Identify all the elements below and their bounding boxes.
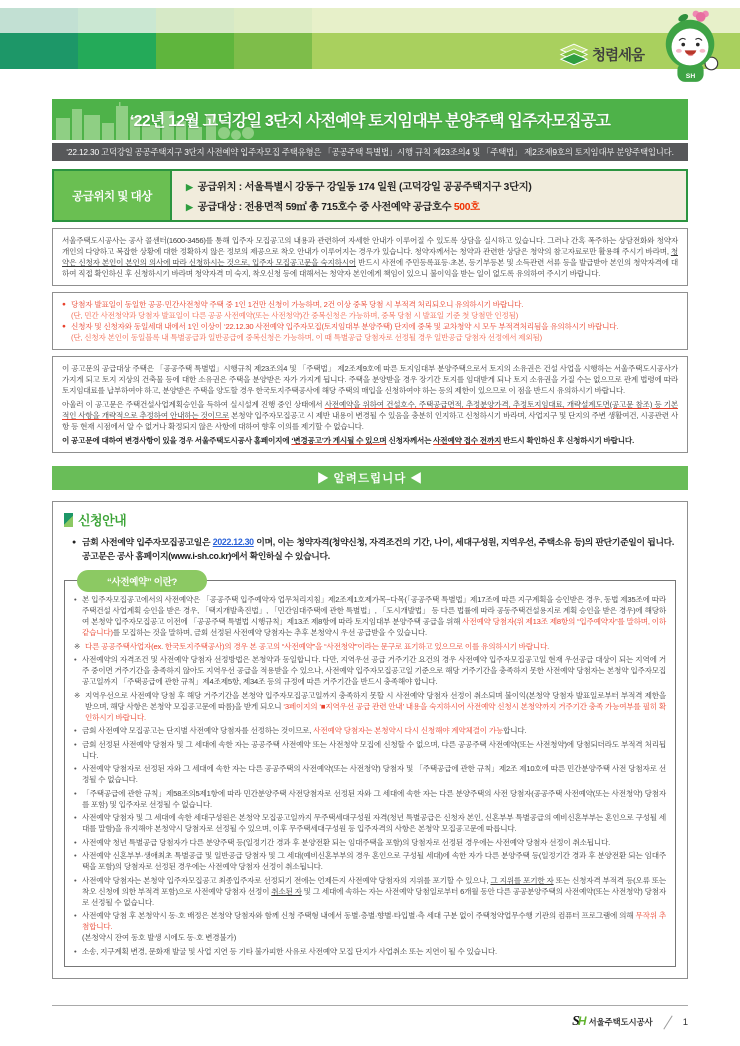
pre-reservation-pill-label: “사전예약” 이란? — [77, 570, 207, 592]
bullet-icon: • — [74, 764, 77, 774]
guide-note: ※ 지역우선으로 사전예약 당첨 후 해당 거주기간을 본청약 입주자모집공고일까지 충족하지 못할 시 사전예약 당첨자 선정이 취소되며 불이익(본청약 당첨자 발표일로부터 부적격 제한을 받으며, 해당 사항은 본청약 모집공고문에 따름)을 받게 되오니 ‘3페이지의 ‘■지역우선 공급 관련 안내’ 내용을 숙지하시어 사전예약 신청시 본청약까지 거주기간 충족 가능여부를 필히 확인하시기 바랍니다. — [74, 690, 666, 722]
guide-heading-label: 신청안내 — [78, 513, 127, 528]
arrow-icon: ▶ — [186, 182, 193, 192]
warning-line: ● 신청자 및 신청자와 동일세대 내에서 1인 이상이 ‘22.12.30 사전예약 입주자모집(토지임대부 분양주택) 단지에 중복 및 교차청약 시 모두 부적격처리됨을 유의하시기 바랍니다. — [62, 322, 619, 331]
pre-reservation-definition-box — [64, 577, 676, 967]
bullet-icon: • — [74, 813, 77, 823]
sh-mascot-icon — [658, 8, 724, 89]
bullet-icon: • — [74, 739, 77, 749]
warning-line: ● 당첨자 발표일이 동일한 공공·민간사전청약 주택 중 1인 1건만 신청이 가능하며, 2건 이상 중복 당첨 시 부적격 처리되오니 유의하시기 바랍니다. — [62, 300, 524, 309]
main-title-bar — [52, 99, 688, 140]
supply-target-row — [186, 198, 678, 213]
guide-item: • 사전예약 당첨자로 선정된 자와 그 세대에 속한 자는 다른 공공주택의 사전예약(또는 사전청약) 당첨자 및 「주택공급에 관한 규칙」제2조 제10호에 따른 민간분양주택 사전 당첨자로 선정될 수 없습니다. — [74, 764, 666, 785]
svg-text:SH: SH — [685, 73, 696, 81]
bullet-icon: • — [74, 837, 77, 847]
bullet-icon: ● — [62, 323, 66, 330]
guide-item: • 금회 선정된 사전예약 당첨자 및 그 세대에 속한 자는 공공주택 사전예약 또는 사전청약 모집에 신청할 수 없으며, 다른 공공주택 사전예약(또는 사전청약)에 당첨되더라도 부적격 처리됩니다. — [74, 739, 666, 760]
footer-rule — [52, 1005, 688, 1006]
page-title: ‘22년 12월 고덕강일 3단지 사전예약 토지임대부 분양주택 입주자모집공고 — [129, 113, 611, 130]
duplicate-application-warning-box — [52, 292, 688, 350]
application-guide-box — [52, 501, 688, 979]
info-banner: ▶ 알려드립니다 ◀ — [52, 466, 688, 490]
building-layers-icon — [559, 42, 589, 67]
note-icon: ※ — [74, 690, 81, 700]
warning-subline: (단, 신청자 본인이 동일블록 내 특별공급과 일반공급에 중복신청은 가능하며, 이 때 특별공급 당첨자로 선정될 경우 일반공급 당첨자 선정에서 제외됨) — [71, 333, 542, 342]
sh-logo: S H 서울주택도시공사 — [572, 1014, 653, 1029]
heading-bar-icon — [64, 513, 73, 527]
bullet-icon: • — [74, 655, 77, 665]
guide-intro-bullet: ● 금회 사전예약 입주자모집공고일은 2022.12.30 이며, 이는 청약자격(청약신청, 자격조건의 기간, 나이, 세대구성원, 지역우선, 주택소유 등)의 판단기준일이 됩니다. 공고문은 공사 홈페이지(www.i-sh.co.kr)에서 확인하실 수 있습니다. — [64, 535, 676, 563]
integrity-logo — [559, 42, 644, 67]
guide-item: • 사전예약 당첨자는 본청약 입주자모집공고 최종입주자로 선정되기 전에는 언제든지 사전예약 당첨자의 지위를 포기할 수 있으나, 그 지위를 포기한 자 또는 신청자격 부적격 등(오류 또는 착오 신청에 의한 부적격 포함)으로 사전예약 당첨자 선정이 취소된 자 및 그 세대에 속하는 자는 사전예약 당첨일로부터 6개월 동안 다른 공공분양주택의 사전예약(또는 사전청약) 당첨자로 선정될 수 없습니다. — [74, 875, 666, 907]
guide-item: • 사전예약 당첨자 및 그 세대에 속한 세대구성원은 본청약 모집공고일까지 무주택세대구성원 자격(청년 특별공급은 신청자 본인, 신혼부부 특별공급의 예비신혼부부는 혼인으로 구성될 세대를 말함)을 유지해야 본청약시 당첨자로 선정될 수 있으며, 이후 무주택세대구성원 등 입주자격의 사항은 본청약 모집공고문에 따릅니다. — [74, 813, 666, 834]
call-center-notice-box: 서울주택도시공사는 공사 콜센터(1600-3456)를 통해 입주자 모집공고의 내용과 관련하여 자세한 안내가 이루어질 수 있도록 상담을 실시하고 있습니다. 그러나 간혹 폭주하는 상담전화와 청약자 개인의 다양하고 복잡한 상황에 대한 정확하지 않은 정보의 제공으로 착오 안내가 이루어지는 경우가 있습니다. 청약자께서는 청약과 관련한 상담은 청약의 참고자료로만 활용해 주시기 바라며, 청약은 신청자 본인이 본인의 의사에 따라 신청하시는 것으로, 입주자 모집공고문을 숙지하시어 반드시 사전에 주민등록표등·초본, 등기부등본 및 소득관련 서류 등을 발급받아 본인의 청약자격에 대하여 직접 확인하신 후 신청하시기 바라며 청약자격 미 숙지, 착오신청 등에 대해서는 청약자 본인에게 책임이 있으니 불이익을 받는 일이 없도록 유의하여 주시기 바랍니다. — [52, 228, 688, 286]
guide-item: • 사전예약 청년 특별공급 당첨자가 다른 분양주택 등(일정기간 경과 후 분양전환 되는 임대주택을 포함)의 당첨자로 선정된 경우에는 사전예약 당첨자 선정이 취소됩니다. — [74, 837, 611, 847]
bullet-icon: • — [74, 911, 77, 921]
footer-slash — [663, 1015, 672, 1029]
company-name: 서울주택도시공사 — [588, 1017, 653, 1027]
bullet-icon: ● — [72, 539, 76, 546]
note-icon: ※ — [74, 641, 81, 651]
bullet-icon: • — [74, 946, 77, 956]
guide-item: • 사전예약 당첨 후 본청약시 동·호 배정은 본청약 당첨자와 함께 신청 주택형 내에서 동별·층별·향별·타입별·측 세대 구분 없이 주택청약업무수행 기관의 컴퓨터 프로그램에 의해 무작위 추첨합니다. (본청약시 잔여 동호 발생 시에도 동·호 변경불가) — [74, 911, 667, 943]
guide-note: ※ 다른 공공주택사업자(ex. 한국토지주택공사)의 경우 본 공고의 “사전예약”을 “사전청약”이라는 문구로 표기하고 있으므로 이를 유의하시기 바랍니다. — [74, 641, 550, 651]
supply-table-body — [172, 171, 686, 220]
supply-target-text: 공급대상 : 전용면적 59㎡ 총 715호수 중 사전예약 공급호수 500호 — [197, 202, 480, 213]
arrow-icon: ▶ — [186, 202, 193, 212]
guide-item: • 「주택공급에 관한 규칙」제58조의5제1항에 따라 민간분양주택 사전당첨자로 선정된 자와 그 세대에 속한 자는 다른 분양주택의 사전 당첨자(공공주택 사전예약(또는 사전청약) 당첨자를 포함) 및 입주자로 선정될 수 없습니다. — [74, 788, 666, 809]
guide-heading — [64, 510, 676, 529]
supply-location-text: 공급위치 : 서울특별시 강동구 강일동 174 일원 (고덕강일 공공주택지구 3단지) — [197, 182, 532, 193]
guide-item: • 사전예약의 자격조건 및 사전예약 당첨자 선정방법은 본청약과 동일합니다. 다만, 지역우선 공급 거주기간 요건의 경우 사전예약 입주자모집공고일 현재 우선공급 대상이 되는 지역에 거주 중이면 거주기간을 충족하지 않아도 지역우선 공급을 적용받을 수 있으나, 사전예약 입주자모집공고일 기준으로 해당 거주기간을 충족하지 못한 사전예약 당첨자는 본청약 입주자모집공고일까지 「주택공급에 관한 규칙」제4조제5항, 제34조 등의 규정에 따른 거주기간을 반드시 충족해야 합니다. — [74, 655, 666, 687]
bullet-icon: ● — [62, 301, 66, 308]
bullet-icon: • — [74, 726, 77, 736]
warning-subline: (단, 민간 사전청약과 당첨자 발표일이 다른 공공 사전예약(또는 사전청약)간 중복신청은 가능하며, 중복 당첨 시 발표일 기준 첫 당첨만 인정됨) — [71, 311, 519, 320]
subtitle-bar: ‘22.12.30 고덕강일 공공주택지구 3단지 사전예약 입주자모집 주택유형은 「공공주택 특별법」시행 규칙 제23조의4 및 「주택법」 제2조제9호의 토지임대부 분양주택입니다. — [52, 143, 688, 161]
bullet-icon: • — [74, 595, 77, 605]
page-number: 1 — [682, 1016, 688, 1028]
bullet-icon: • — [74, 788, 77, 798]
footer — [572, 1014, 688, 1030]
supply-location-row — [186, 178, 678, 193]
bullet-icon: • — [74, 875, 77, 885]
notice-paragraph: 이 공고문의 공급대상 주택은 「공공주택 특별법」시행규칙 제23조의4 및 「주택법」 제2조제9호에 따른 토지임대부 분양주택으로서 토지의 소유권은 건설 사업을 시행하는 서울주택도시공사가 가지게 되고 토지 지상의 건축물 등에 대한 소유권은 주택을 분양받은 자가 가지게 됩니다. 주택을 분양받을 경우 장기간 토지를 임대받게 되나 토지 소유권을 가질 수는 없으므로 관계 법령에 따라 토지임대료를 납부하여야 하고, 분양받은 주택을 양도할 경우 한국토지주택공사에 해당 주택의 매입을 신청하여야 하는 등의 제한이 있으므로 이 점을 반드시 유의하시기 바랍니다. — [62, 364, 678, 395]
supply-table — [52, 169, 688, 222]
header-stripe-row-top — [0, 8, 740, 33]
integrity-logo-label: 청렴세움 — [591, 48, 644, 64]
guide-item: • 금회 사전예약 모집공고는 단지별 사전예약 당첨자를 선정하는 것이므로, 사전예약 당첨자는 본청약시 다시 신청해야 계약체결이 가능합니다. — [74, 726, 527, 736]
supply-table-header: 공급위치 및 대상 — [54, 171, 172, 220]
land-lease-notice-box — [52, 356, 688, 453]
notice-paragraph: 아울러 이 공고문은 주택건설사업계획승인을 득하여 실시설계 진행 중인 상태에서 사전예약을 위하여 건설호수, 주택공급면적, 추정분양가격, 추정토지임대료, 개략설계도면(공고문 참조) 등 기본적인 사항을 개략적으로 추정하여 안내하는 것이므로 본청약 입주자모집공고 시 제반 내용이 변경될 수 있음을 충분히 인지하고 신청하시기 바라며, 사업지구 및 단지의 주변 생활여건, 시공관련 사항 등 현재 시점에서 알 수 없거나 확정되지 않은 사항에 대하여 향후 이의를 제기할 수 없습니다. — [62, 400, 679, 431]
bullet-icon: • — [74, 851, 77, 861]
guide-item: • 소송, 지구계획 변경, 문화재 발굴 및 사업 지연 등 기타 불가피한 사유로 사전예약 모집 단지가 사업취소 또는 지연이 될 수 있습니다. — [74, 946, 497, 956]
guide-item: • 본 입주자모집공고에서의 사전예약은 「공공주택 입주예약자 업무처리지침」제2조제1호제가목~다목(「공공주택 특별법」제17조에 따른 지구계획을 승인받은 경우, 동법 제35조에 따라 주택건설 사업계획 승인을 받은 경우, 「택지개발촉진법」, 「민간임대주택에 관한 특별법」, 「도시개발법」 등 다른 법률에 따라 공동주택건설용지로 계획 승인을 받은 경우)에 해당하여 본청약 입주자모집공고 이전에 「공공주택 특별법 시행규칙」제13조 제8항에 따라 토지임대부 분양주택 공급을 위해 사전예약 당첨자(위 제13조 제8항의 “입주예약자”를 말하며, 이하 같습니다)를 모집하는 것을 말하며, 금회 선정된 사전예약 당첨자는 추후 본청약시 우선 공급받을 수 있습니다. — [74, 595, 666, 638]
notice-paragraph-bold: 이 공고문에 대하여 변경사항이 있을 경우 서울주택도시공사 홈페이지에 ‘변경공고’가 게시될 수 있으며 신청자께서는 사전예약 접수 전까지 반드시 확인하신 후 신청하시기 바랍니다. — [62, 436, 634, 445]
guide-item: • 사전예약 신혼부부·생애최초 특별공급 및 일반공급 당첨자 및 그 세대(예비신혼부부의 경우 혼인으로 구성될 세대)에 속한 자가 다른 분양주택 등(일정기간 경과 후 분양전환 되는 임대주택을 포함)의 당첨자로 선정된 경우에는 사전예약 당첨자 선정이 취소됩니다. — [74, 851, 666, 872]
